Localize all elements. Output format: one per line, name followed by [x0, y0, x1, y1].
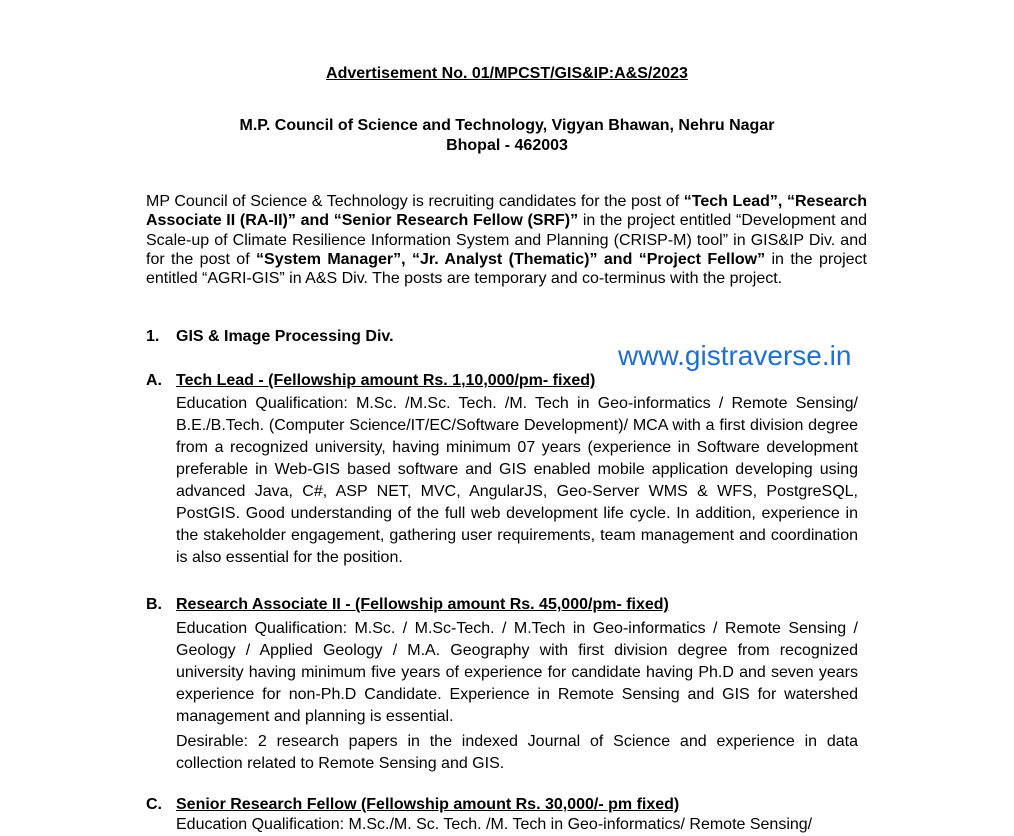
section-heading [146, 328, 394, 346]
post-c-heading [146, 795, 679, 815]
post-a-letter: A. [146, 372, 162, 389]
advertisement-number: Advertisement No. 01/MPCST/GIS&IP:A&S/2023 [326, 65, 688, 82]
intro-text-1: MP Council of Science & Technology is recruiting candidates for the post of [146, 193, 684, 210]
post-c-letter: C. [146, 796, 162, 813]
post-c-title: Senior Research Fellow (Fellowship amount Rs. 30,000/- pm fixed) [176, 796, 680, 813]
intro-posts-as: “System Manager”, “Jr. Analyst (Thematic)” and “Project Fellow” [256, 250, 766, 268]
post-a-title: Tech Lead - (Fellowship amount Rs. 1,10,000/pm- fixed) [176, 372, 596, 389]
watermark-link[interactable]: www.gistraverse.in [618, 340, 852, 371]
post-c-qualification: Education Qualification: M.Sc./M. Sc. Tech. /M. Tech in Geo-informatics/ Remote Sensing/ [176, 816, 813, 833]
intro-text-2: in the project entitled “Development and Scale-up of Climate Resilience Information System and Planning (CRISP-M) tool” in GIS&IP Div. and for the post of [146, 212, 867, 268]
post-b-heading [146, 595, 669, 615]
organization-name: M.P. Council of Science and Technology, Vigyan Bhawan, Nehru Nagar [239, 117, 775, 134]
intro-paragraph [146, 192, 867, 288]
post-b-qualification: Education Qualification: M.Sc. / M.Sc-Tech. / M.Tech in Geo-informatics / Remote Sensing / Geology / Applied Geology / M.A. Geography with first division degree from recognized university having minimum five years of experience for candidate having Ph.D and seven years experience for non-Ph.D Candidate. Experience in Remote Sensing and GIS for watershed management and planning is essential. [176, 620, 858, 725]
post-a-qualification: Education Qualification: M.Sc. /M.Sc. Tech. /M. Tech in Geo-informatics / Remote Sensing/ B.E./B.Tech. (Computer Science/IT/EC/Software Development)/ MCA with a first division degree from a recognized university, having minimum 07 years (experience in Software development preferable in Web-GIS based software and GIS enabled mobile application developing using advanced Java, C#, ASP NET, MVC, AngularJS, Geo-Server WMS & WFS, PostgreSQL, PostGIS. Good understanding of the full web development life cycle. In addition, experience in the stakeholder engagement, gathering user requirements, team management and coordination is also essential for the position. [176, 395, 858, 566]
section-number: 1. [146, 328, 160, 345]
post-a-heading [146, 371, 595, 391]
intro-text-3: in the project entitled “AGRI-GIS” in A&S Div. The posts are temporary and co-terminus with the project. [146, 250, 867, 288]
post-b-letter: B. [146, 596, 162, 613]
post-b-desirable: Desirable: 2 research papers in the indexed Journal of Science and experience in data collection related to Remote Sensing and GIS. [176, 733, 858, 772]
intro-posts-gisip: “Tech Lead”, “Research Associate II (RA-II)” and “Senior Research Fellow (SRF)” [146, 193, 868, 230]
organization-city: Bhopal - 462003 [446, 137, 568, 154]
post-b-title: Research Associate II - (Fellowship amount Rs. 45,000/pm- fixed) [176, 596, 669, 613]
section-title: GIS & Image Processing Div. [176, 328, 394, 345]
